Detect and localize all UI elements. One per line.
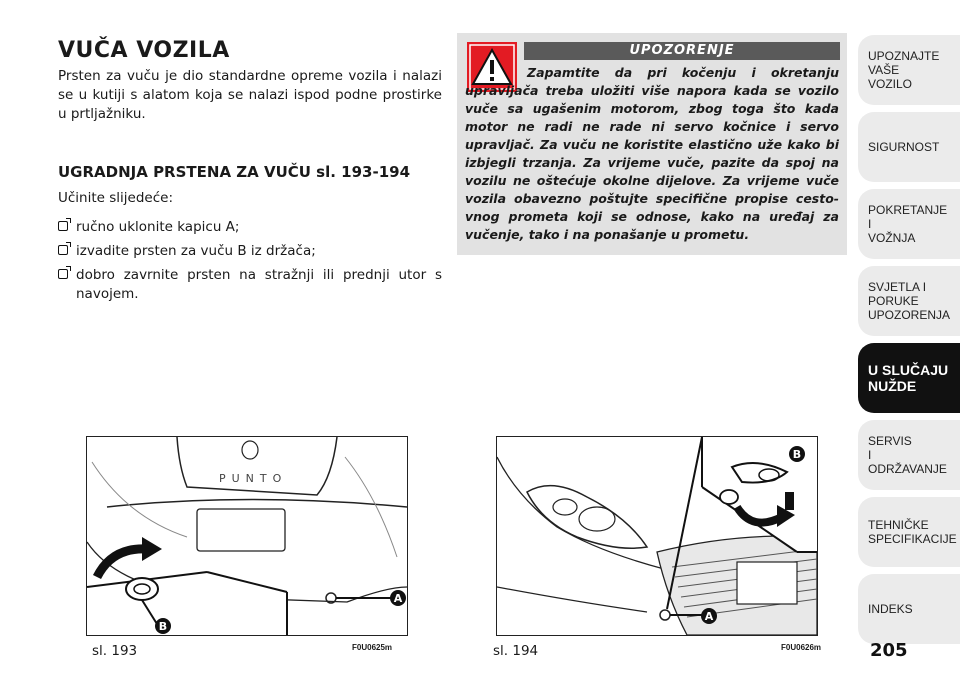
intro-paragraph: Prsten za vuču je dio standardne opreme vozila i nalazi se u kutiji s alatom koja se nalazi ispod podne prostirke u prtljažniku. (58, 68, 442, 122)
figure-code: F0U0626m (781, 643, 822, 652)
step-text: izvadite prsten za vuču B iz držača; (76, 243, 316, 259)
brand-lettering: PUNTO (219, 472, 288, 485)
figure-193 (86, 436, 408, 636)
rear-towing-illustration (87, 437, 407, 635)
label-b: B (792, 448, 802, 461)
tab-tehnicke-specifikacije[interactable]: TEHNIČKE SPECIFIKACIJE (858, 497, 960, 567)
warning-box (457, 33, 847, 255)
tab-pokretanje-i-voznja[interactable]: POKRETANJE I VOŽNJA (858, 189, 960, 259)
list-item (58, 218, 442, 237)
page-title: VUČA VOZILA (58, 38, 230, 63)
figure-caption: sl. 194 (493, 643, 539, 659)
section-heading: UGRADNJA PRSTENA ZA VUČU sl. 193-194 (58, 163, 411, 181)
tab-sigurnost[interactable]: SIGURNOST (858, 112, 960, 182)
step-text: dobro zavrnite prsten na stražnji ili prednji utor s navojem. (76, 267, 442, 302)
step-text: ručno uklonite kapicu A; (76, 219, 240, 235)
tab-u-slucaju-nuzde[interactable]: U SLUČAJU NUŽDE (858, 343, 960, 413)
list-item (58, 266, 442, 304)
steps-lead: Učinite slijedeće: (58, 190, 173, 206)
steps-list (58, 218, 442, 309)
figure-code: F0U0625m (352, 643, 393, 652)
label-a: A (704, 610, 714, 623)
label-a: A (393, 592, 403, 605)
label-b: B (158, 620, 168, 633)
checkbox-bullet-icon (58, 221, 68, 231)
tab-indeks[interactable]: INDEKS (858, 574, 960, 644)
front-towing-illustration (497, 437, 817, 635)
list-item (58, 242, 442, 261)
warning-text: Zapamtite da pri kočenju i okretanju upravljača treba uložiti više napora kada se vozilo vuče sa ugašenim motorom, zbog toga što kada motor ne radi ne rade ni servo kočnice i servo upravljač. Za vuču ne koristite elastično uže kako bi izbjegli trzanja. Za vrijeme vuče, pazite da spoj na vozilu ne oštećuje okolne dijelove. Za vrijeme vuče vozila obavezno poštujte specifične propise cesto-vnog prometa koji se odnose, kako na uređaj za vučenje, tako i na ponašanje u prometu. (465, 65, 839, 242)
tab-upoznajte-vase-vozilo[interactable]: UPOZNAJTE VAŠE VOZILO (858, 35, 960, 105)
tab-servis-i-odrzavanje[interactable]: SERVIS I ODRŽAVANJE (858, 420, 960, 490)
page-number: 205 (870, 640, 908, 661)
figure-194 (496, 436, 818, 636)
tab-svjetla-i-poruke-upozorenja[interactable]: SVJETLA I PORUKE UPOZORENJA (858, 266, 960, 336)
figure-caption: sl. 193 (92, 643, 138, 659)
warning-heading: UPOZORENJE (524, 42, 840, 60)
checkbox-bullet-icon (58, 245, 68, 255)
chapter-tabs (858, 35, 960, 640)
checkbox-bullet-icon (58, 269, 68, 279)
